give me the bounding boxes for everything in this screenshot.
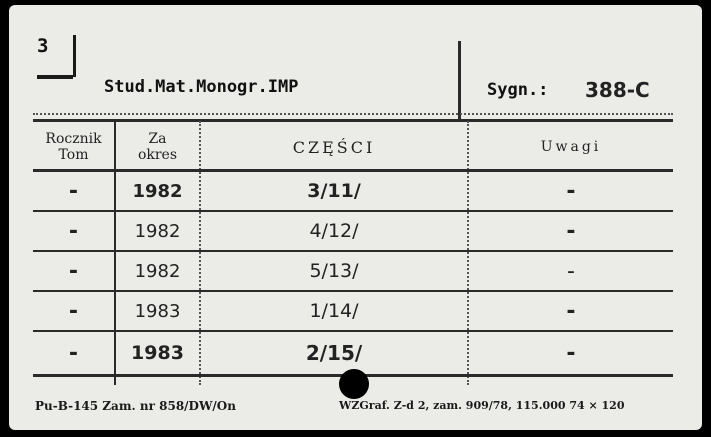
number-vertical-mark	[73, 35, 76, 77]
row-5-czesci: 2/15/	[305, 341, 363, 365]
sygn-label: Sygn.:	[487, 80, 549, 100]
row-1-okres: 1982	[132, 180, 183, 202]
row-2-czesci: 4/12/	[309, 220, 359, 242]
row-4-czesci: 1/14/	[309, 300, 359, 322]
card-title: Stud.Mat.Monogr.IMP	[104, 77, 299, 97]
header-top-rule	[33, 119, 673, 122]
punch-hole	[339, 369, 369, 399]
row-2-okres: 1982	[134, 220, 181, 242]
row-5-okres: 1983	[131, 342, 184, 364]
title-divider	[458, 41, 461, 119]
card-number: 3	[37, 35, 49, 57]
footer-left: Pu-B-145 Zam. nr 858/DW/On	[35, 399, 236, 413]
row-3-okres: 1982	[134, 260, 181, 282]
sygn-value: 388-C	[585, 78, 650, 102]
row-5-rocznik: -	[68, 340, 79, 366]
row-2-rocznik: -	[68, 218, 79, 244]
header-za-okres	[116, 123, 199, 171]
row-1-czesci: 3/11/	[307, 180, 361, 202]
row-4-rocznik: -	[68, 298, 79, 324]
header-rocznik	[33, 123, 114, 171]
header-uwagi: Uwagi	[540, 139, 602, 155]
header-dotted-rule	[33, 113, 673, 115]
row-1-uwagi: -	[566, 178, 576, 204]
header-za-label: Za	[148, 131, 167, 147]
header-czesci: CZĘŚCI	[292, 137, 376, 157]
row-2-uwagi: -	[566, 218, 576, 244]
row-5-uwagi: -	[566, 340, 576, 366]
row-3-rocznik: -	[68, 258, 79, 284]
header-rocznik-label: Rocznik	[45, 131, 102, 147]
number-underline	[37, 75, 73, 79]
header-tom-label: Tom	[58, 147, 89, 163]
row-4-uwagi: -	[566, 298, 576, 324]
footer-right: WZGraf. Z-d 2, zam. 909/78, 115.000 74 × 120	[339, 399, 625, 412]
row-1-rocznik: -	[68, 178, 79, 204]
catalog-card	[9, 5, 702, 430]
row-4-okres: 1983	[134, 300, 181, 322]
header-okres-label: okres	[137, 147, 178, 163]
row-3-czesci: 5/13/	[309, 260, 359, 282]
row-3-uwagi: -	[567, 258, 575, 284]
